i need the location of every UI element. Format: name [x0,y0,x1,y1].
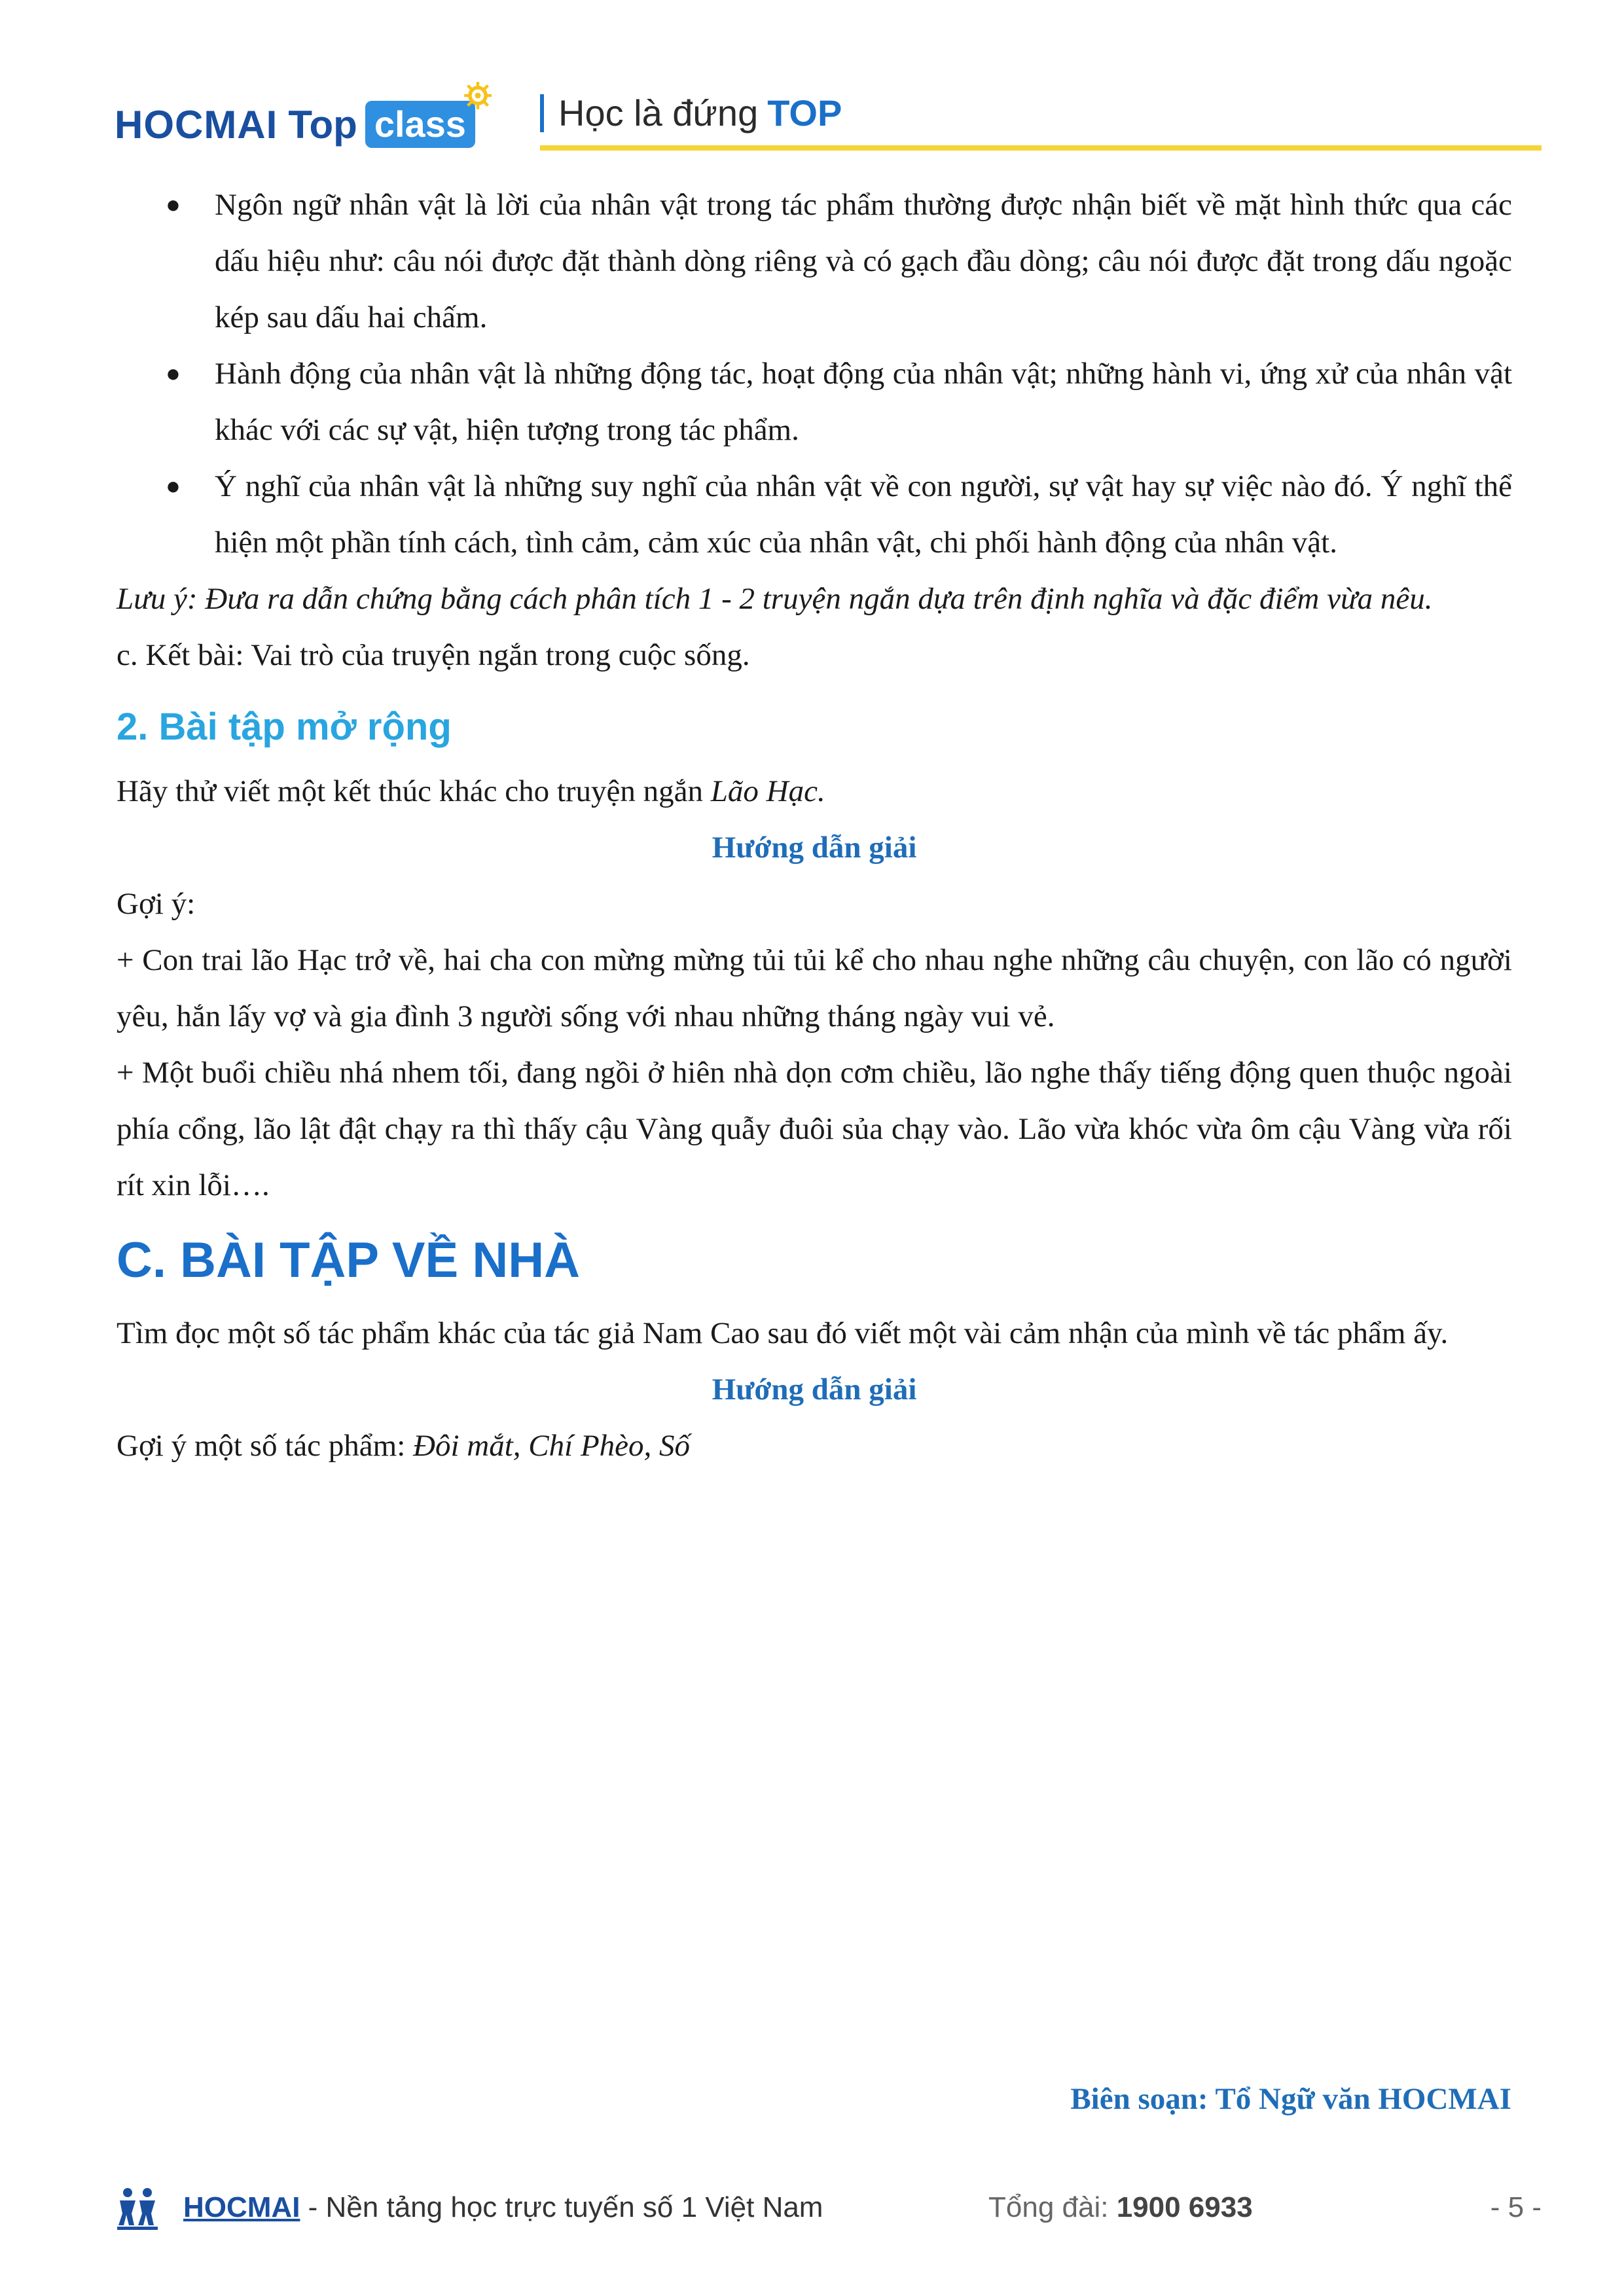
footer-tagline-text: - Nền tảng học trực tuyến số 1 Việt Nam [300,2191,823,2223]
hint-item: + Con trai lão Hạc trở về, hai cha con mừng mừng tủi tủi kể cho nhau nghe những câu chuyện, con lão có người yêu, hắn lấy vợ và gia đình 3 người sống với nhau những tháng ngày vui vẻ. [117,943,1512,1033]
story-title: Lão Hạc. [710,774,825,808]
list-item [117,346,1512,458]
bullet-icon: ● [166,360,181,387]
logo-class-box [365,101,475,148]
hint-label: Gợi ý: [117,887,196,921]
header-rule [540,145,1542,151]
footer-brand-link[interactable]: HOCMAI [183,2191,300,2223]
note: Lưu ý: Đưa ra dẫn chứng bằng cách phân tích 1 - 2 truyện ngắn dựa trên định nghĩa và đặc điểm vừa nêu. [117,582,1433,616]
section-2-guide-title: Hướng dẫn giải [712,831,917,865]
list-item-text: Hành động của nhân vật là những động tác, hoạt động của nhân vật; những hành vi, ứng xử của nhân vật khác với các sự vật, hiện tượng trong tác phẩm. [215,357,1512,447]
list-item [117,458,1512,571]
bullet-icon: ● [166,473,181,500]
header-slogan [540,92,842,134]
homework-hint [117,1418,1512,1474]
list-item [117,177,1512,346]
hocmai-people-icon [115,2185,160,2231]
slogan-divider [540,94,544,132]
bullet-icon: ● [166,191,181,219]
page-content [117,177,1512,1474]
section-2-prompt [117,763,1512,819]
character-traits-list [117,177,1512,571]
page-number: - 5 - [1490,2191,1542,2223]
hint-item: + Một buổi chiều nhá nhem tối, đang ngồi ở hiên nhà dọn cơm chiều, lão nghe thấy tiếng động quen thuộc ngoài phía cổng, lão lật đật chạy ra thì thấy cậu Vàng quẫy đuôi sủa chạy vào. Lão vừa khóc vừa ôm cậu Vàng vừa rối rít xin lỗi…. [117,1056,1512,1202]
section-c-heading: C. BÀI TẬP VỀ NHÀ [117,1232,581,1288]
section-2-heading: 2. Bài tập mở rộng [117,706,452,748]
logo-class: class [374,103,466,145]
hotline-number: 1900 6933 [1116,2191,1253,2223]
section-c-guide-title: Hướng dẫn giải [712,1372,917,1407]
page-header [115,65,1542,157]
homework-task: Tìm đọc một số tác phẩm khác của tác giả Nam Cao sau đó viết một vài cảm nhận của mình về tác phẩm ấy. [117,1316,1449,1350]
hocmai-topclass-logo [115,95,475,154]
footer-hotline [988,2191,1253,2224]
slogan-strong: TOP [767,92,842,134]
slogan-text: Học là đứng [558,92,759,134]
footer-tagline [183,2191,823,2224]
list-item-text: Ý nghĩ của nhân vật là những suy nghĩ của nhân vật về con người, sự vật hay sự việc nào đó. Ý nghĩ thể hiện một phần tính cách, tình cảm, cảm xúc của nhân vật, chi phối hành động của nhân vật. [215,469,1512,560]
hotline-label: Tổng đài: [988,2191,1117,2223]
suggested-works: Đôi mắt, Chí Phèo, Số [413,1429,691,1463]
logo-top: Top [288,102,357,147]
list-item-text: Ngôn ngữ nhân vật là lời của nhân vật trong tác phẩm thường được nhận biết về mặt hình thức qua các dấu hiệu như: câu nói được đặt thành dòng riêng và có gạch đầu dòng; câu nói được đặt trong dấu ngoặc kép sau dấu hai chấm. [215,188,1512,334]
gear-icon [463,81,492,110]
author-signature: Biên soạn: Tổ Ngữ văn HOCMAI [1070,2082,1511,2116]
prompt-text: Hãy thử viết một kết thúc khác cho truyện ngắn [117,774,711,808]
conclusion: c. Kết bài: Vai trò của truyện ngắn trong cuộc sống. [117,638,750,672]
page-footer [115,2179,1542,2245]
logo-brand: HOCMAI [115,102,278,147]
hint-prefix: Gợi ý một số tác phẩm: [117,1429,414,1463]
